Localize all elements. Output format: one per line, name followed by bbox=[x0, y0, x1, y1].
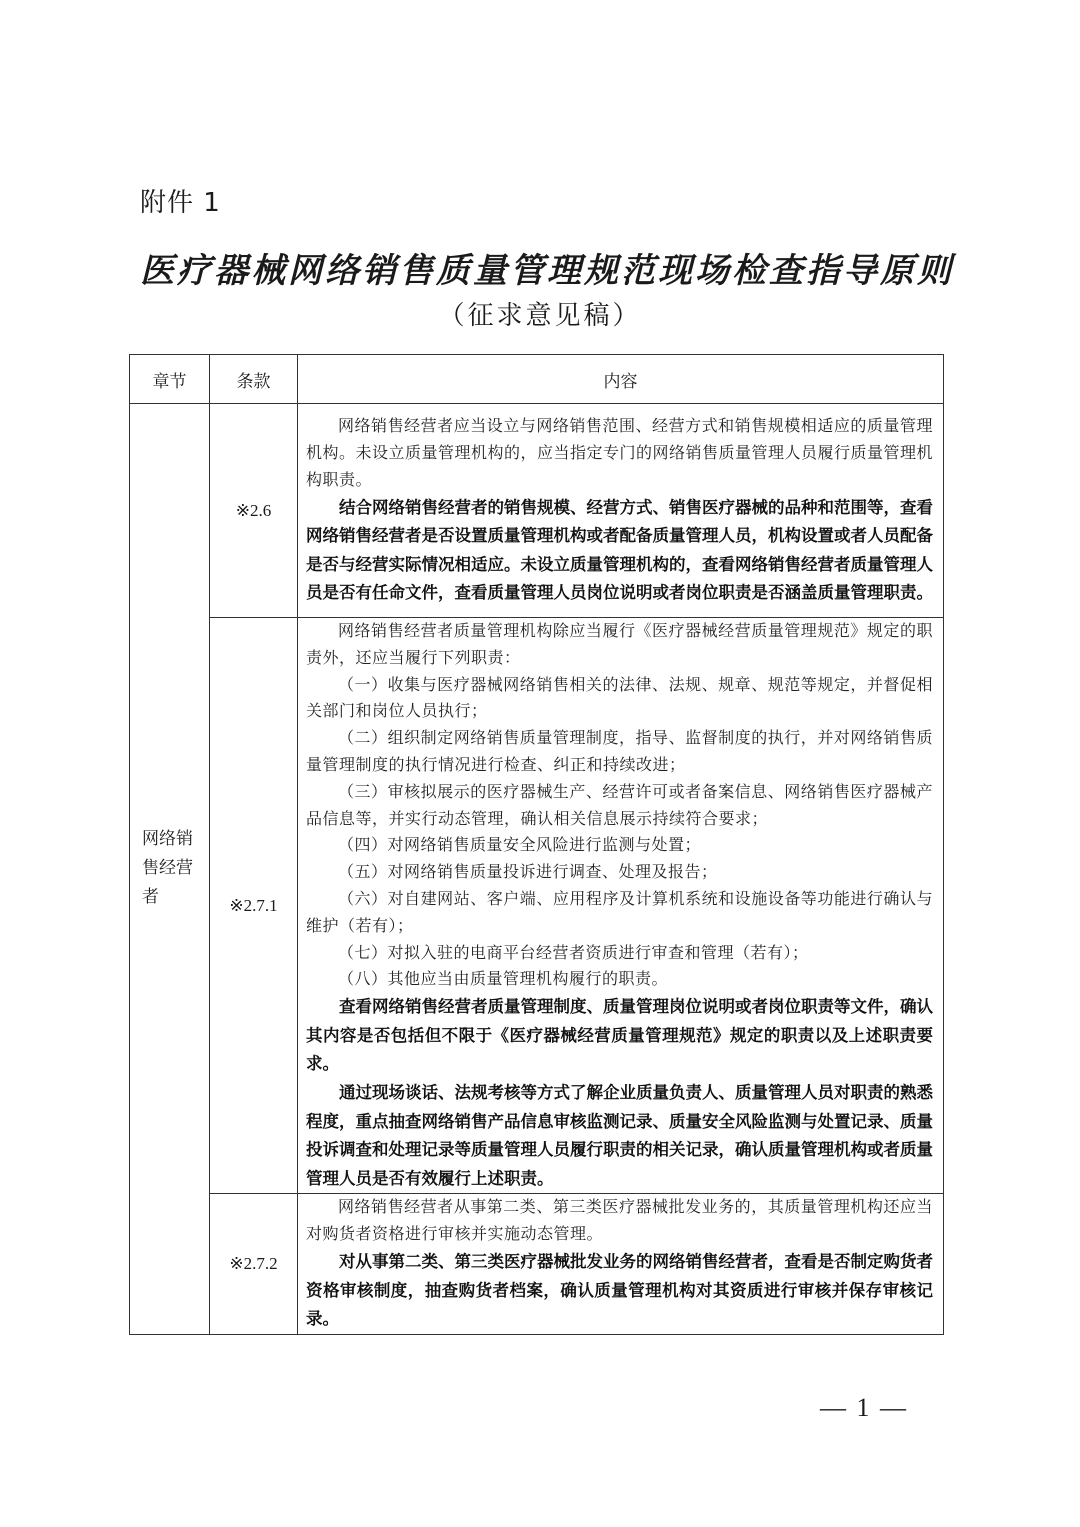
standard-text: （六）对自建网站、客户端、应用程序及计算机系统和设施设备等功能进行确认与维护（若有）； bbox=[306, 888, 933, 935]
inspection-criteria-table bbox=[129, 354, 944, 1335]
standard-text: （八）其他应当由质量管理机构履行的职责。 bbox=[338, 969, 669, 989]
table-header-row bbox=[130, 355, 944, 404]
standard-text: （二）组织制定网络销售质量管理制度，指导、监督制度的执行，并对网络销售质量管理制度的执行情况进行检查、纠正和持续改进； bbox=[306, 728, 933, 774]
content-cell bbox=[298, 404, 944, 618]
document-title: 医疗器械网络销售质量管理规范现场检查指导原则 bbox=[140, 251, 954, 291]
standard-text: （三）审核拟展示的医疗器械生产、经营许可或者备案信息、网络销售医疗器械产品信息等，并实行动态管理，确认相关信息展示持续符合要求； bbox=[306, 781, 933, 828]
table-row bbox=[130, 1194, 944, 1334]
table-row bbox=[130, 618, 944, 1194]
standard-text: 网络销售经营者质量管理机构除应当履行《医疗器械经营质量管理规范》规定的职责外，还应当履行下列职责： bbox=[306, 621, 933, 667]
standard-text: （五）对网络销售质量投诉进行调查、处理及报告； bbox=[338, 862, 718, 882]
clause-cell: ※2.6 bbox=[210, 404, 298, 618]
header-clause: 条款 bbox=[210, 355, 298, 404]
standard-text: （七）对拟入驻的电商平台经营者资质进行审查和管理（若有）； bbox=[338, 942, 809, 962]
table-row bbox=[130, 404, 944, 618]
page-number: — 1 — bbox=[820, 1393, 908, 1422]
attachment-label: 附件 1 bbox=[140, 188, 221, 218]
content-cell bbox=[298, 1194, 944, 1334]
clause-cell: ※2.7.1 bbox=[210, 618, 298, 1194]
inspection-text: 通过现场谈话、法规考核等方式了解企业质量负责人、质量管理人员对职责的熟悉程度，重点抽查网络销售产品信息审核监测记录、质量安全风险监测与处置记录、质量投诉调查和处理记录等质量管理人员履行职责的相关记录，确认质量管理机构或者质量管理人员是否有效履行上述职责。 bbox=[306, 1082, 933, 1188]
standard-text: 网络销售经营者应当设立与网络销售范围、经营方式和销售规模相适应的质量管理机构。未设立质量管理机构的，应当指定专门的网络销售质量管理人员履行质量管理机构职责。 bbox=[306, 416, 934, 489]
inspection-text: 查看网络销售经营者质量管理制度、质量管理岗位说明或者岗位职责等文件，确认其内容是否包括但不限于《医疗器械经营质量管理规范》规定的职责以及上述职责要求。 bbox=[306, 997, 933, 1074]
inspection-text: 对从事第二类、第三类医疗器械批发业务的网络销售经营者，查看是否制定购货者资格审核制度，抽查购货者档案，确认质量管理机构对其资质进行审核并保存审核记录。 bbox=[306, 1251, 933, 1329]
document-subtitle: （征求意见稿） bbox=[438, 301, 642, 331]
clause-cell: ※2.7.2 bbox=[210, 1194, 298, 1334]
standard-text: 网络销售经营者从事第二类、第三类医疗器械批发业务的，其质量管理机构还应当对购货者资格进行审核并实施动态管理。 bbox=[306, 1197, 933, 1244]
standard-text: （一）收集与医疗器械网络销售相关的法律、法规、规章、规范等规定，并督促相关部门和岗位人员执行； bbox=[306, 674, 933, 721]
chapter-cell: 网络销售经营者 bbox=[130, 404, 210, 1335]
content-cell bbox=[298, 618, 944, 1194]
inspection-text: 结合网络销售经营者的销售规模、经营方式、销售医疗器械的品种和范围等，查看网络销售经营者是否设置质量管理机构或者配备质量管理人员，机构设置或者人员配备是否与经营实际情况相适应。未设立质量管理机构的，查看网络销售经营者质量管理人员是否有任命文件，查看质量管理人员岗位说明或者岗位职责是否涵盖质量管理职责。 bbox=[306, 497, 933, 603]
header-chapter: 章节 bbox=[130, 355, 210, 404]
header-content: 内容 bbox=[298, 355, 944, 404]
standard-text: （四）对网络销售质量安全风险进行监测与处置； bbox=[338, 835, 702, 855]
